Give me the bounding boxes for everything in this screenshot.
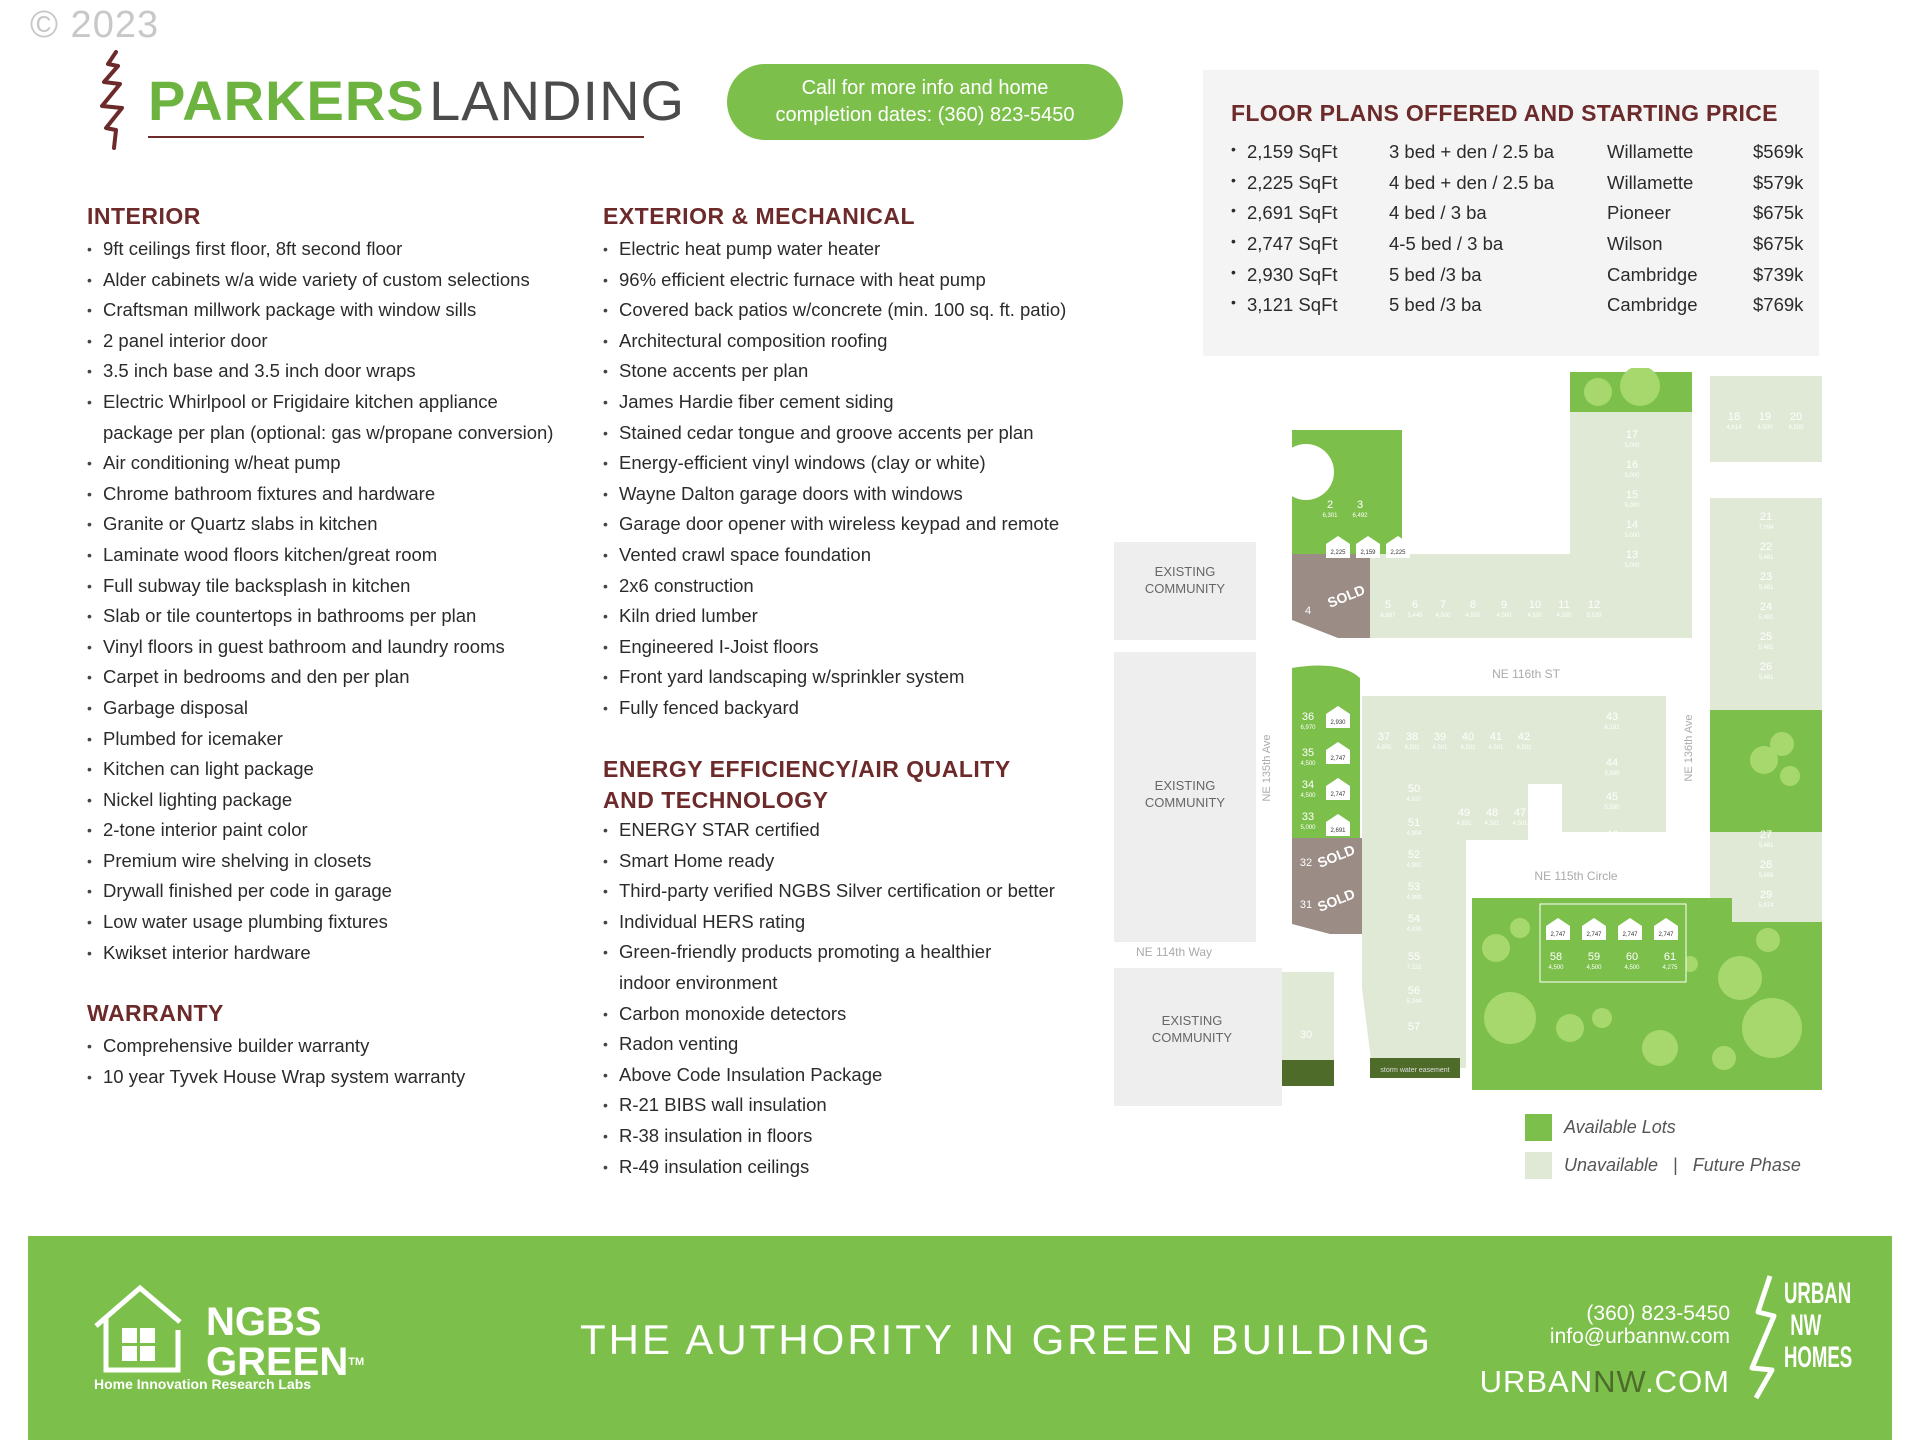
legend-available-label: Available Lots [1564,1117,1676,1137]
lot-size: 4,501 [1404,745,1420,751]
legend-separator: | [1673,1155,1678,1175]
house-tag-sqft: 2,225 [1330,550,1346,556]
lot-number: 48 [1485,807,1499,819]
floor-plan-beds: 4 bed + den / 2.5 ba [1389,171,1555,193]
interior-item: • Plumbed for icemaker [87,724,553,755]
lot-number: 58 [1549,951,1563,963]
bullet: • [1231,233,1236,250]
ngbs-tm: TM [348,1356,365,1368]
lot-number: 8 [1469,599,1477,611]
lots-47-51-block [1362,784,1528,840]
lot-size: 4,500 [1757,425,1773,431]
lot-number: 10 [1528,599,1542,611]
exterior-item: • James Hardie fiber cement siding [603,387,1066,418]
lot-size: 5,974 [1758,903,1774,909]
urban-bolt-icon [1748,1272,1784,1402]
lot-number: 25 [1759,631,1773,643]
footer-contact [1278,1302,1730,1348]
floor-plan-price: $579k [1753,171,1804,193]
exterior-item: • Engineered I-Joist floors [603,632,1066,663]
ngbs-green-text: GREEN [206,1340,349,1384]
lot-number: 22 [1759,541,1773,553]
lot-size: 4,500 [1548,965,1564,971]
interior-item: • Granite or Quartz slabs in kitchen [87,509,553,540]
street-ne-136th: NE 136th Ave [1683,714,1695,782]
lot-size: 4,500 [1465,613,1481,619]
energy-heading-line-1: ENERGY EFFICIENCY/AIR QUALITY [603,756,1011,782]
lot-number: 57 [1407,1021,1421,1033]
lot-number: 53 [1407,881,1421,893]
exterior-item: • Fully fenced backyard [603,693,1066,724]
lot-size: 4,500 [1624,965,1640,971]
floor-plan-price: $569k [1753,141,1804,163]
exterior-item: • Wayne Dalton garage doors with windows [603,479,1066,510]
lot-number: 42 [1517,731,1531,743]
floor-plan-plan: Cambridge [1607,294,1698,316]
house-tag-sqft: 2,159 [1360,550,1376,556]
interior-item: • Carpet in bedrooms and den per plan [87,662,553,693]
bullet: • [1231,263,1236,280]
lot-number: 50 [1407,783,1421,795]
interior-item: • Alder cabinets w/a wide variety of custom selections [87,265,553,296]
lots-5-12-block [1370,554,1692,638]
lot-number: 18 [1727,411,1741,423]
energy-heading [603,754,1011,816]
house-tag-sqft: 2,747 [1586,932,1602,938]
lot-number: 21 [1759,511,1773,523]
exterior-item: • Stained cedar tongue and groove accents per plan [603,418,1066,449]
lot-size: 4,721 [1604,843,1620,849]
lot-number: 26 [1759,661,1773,673]
energy-item: • Smart Home ready [603,846,1055,877]
lot-size: 4,500 [1586,965,1602,971]
energy-item: • R-38 insulation in floors [603,1121,1055,1152]
interior-item: • 3.5 inch base and 3.5 inch door wraps [87,356,553,387]
lot-number: 44 [1605,757,1619,769]
interior-item: • Kwikset interior hardware [87,938,553,969]
floor-plan-price: $739k [1753,263,1804,285]
lot-size: 6,182 [1604,725,1620,731]
street-ne-135th: NE 135th Ave [1261,734,1273,802]
legend-unavailable-row [1564,1155,1801,1176]
exterior-item: • 96% efficient electric furnace with heat pump [603,265,1066,296]
floor-plan-plan: Wilson [1607,233,1663,255]
lot-number: 60 [1625,951,1639,963]
lot-size: 4,839 [1406,927,1422,933]
interior-item: • Electric Whirlpool or Frigidaire kitchen appliance [87,387,553,418]
interior-item: • Garbage disposal [87,693,553,724]
lot-number: 40 [1461,731,1475,743]
interior-item: • 2 panel interior door [87,326,553,357]
existing-label-3b: COMMUNITY [1151,1030,1233,1045]
lot-number: 14 [1625,519,1639,531]
warranty-heading: WARRANTY [87,1000,224,1026]
logo-underline [148,136,644,138]
lot-number: 38 [1405,731,1419,743]
lot-number: 29 [1759,889,1773,901]
floor-plan-beds: 4-5 bed / 3 ba [1389,233,1504,255]
energy-item: • Green-friendly products promoting a healthier [603,937,1055,968]
lot-number: 7 [1439,599,1447,611]
footer-web-post: .COM [1645,1364,1730,1399]
tree-icon [94,50,134,150]
existing-label-1b: COMMUNITY [1144,581,1226,596]
existing-label-2a: EXISTING [1154,778,1216,793]
bullet: • [1231,294,1236,311]
cul-de-sac [1278,444,1334,500]
energy-item: • R-21 BIBS wall insulation [603,1090,1055,1121]
lot-number: 3 [1356,499,1364,511]
lot-size: 5,590 [1604,771,1620,777]
lot-size: 6,970 [1300,725,1316,731]
floor-plans-heading: FLOOR PLANS OFFERED AND STARTING PRICE [1231,100,1778,126]
floor-plan-beds: 3 bed + den / 2.5 ba [1389,141,1555,163]
footer-phone[interactable]: (360) 823-5450 [1586,1302,1730,1325]
exterior-item: • Vented crawl space foundation [603,540,1066,571]
lot-number: 11 [1558,599,1570,611]
interior-item: • Craftsman millwork package with window sills [87,295,553,326]
house-tag-sqft: 2,747 [1330,792,1346,798]
lot-number: 28 [1759,859,1773,871]
lot-number: 23 [1759,571,1773,583]
lot-number: 17 [1625,429,1639,441]
floor-plan-beds: 4 bed / 3 ba [1389,202,1487,224]
lot-size: 5,000 [1624,563,1640,569]
floor-plan-sqft: 3,121 SqFt [1247,294,1338,316]
exterior-item: • Architectural composition roofing [603,326,1066,357]
bullet: • [1231,202,1236,219]
interior-item: • Chrome bathroom fixtures and hardware [87,479,553,510]
lot-size: 5,000 [1624,503,1640,509]
lot-size: 4,904 [1406,831,1422,837]
lot-number: 34 [1301,779,1315,791]
floor-plan-row [1231,290,1813,321]
lot-size: 5,244 [1406,999,1422,1005]
urban-logo-word-2: NW [1790,1309,1822,1342]
lot-size: 4,837 [1406,797,1422,803]
energy-item: • R-49 insulation ceilings [603,1152,1055,1183]
exterior-heading: EXTERIOR & MECHANICAL [603,203,916,229]
street-ne-116th: NE 116th ST [1492,667,1560,681]
lot-number: 46 [1605,829,1619,841]
house-tag-sqft: 2,747 [1330,756,1346,762]
lot-size: 4,999 [1406,895,1422,901]
lot-size: 5,539 [1586,613,1602,619]
interior-item: • Low water usage plumbing fixtures [87,907,553,938]
floor-plan-sqft: 2,225 SqFt [1247,171,1338,193]
footer-tagline: THE AUTHORITY IN GREEN BUILDING [580,1316,1433,1363]
legend-future-label: Future Phase [1692,1155,1801,1175]
floor-plan-row [1231,198,1813,229]
lot-number: 13 [1625,549,1639,561]
energy-item: • Third-party verified NGBS Silver certification or better [603,876,1055,907]
lot-size: 5,440 [1407,613,1423,619]
lot-size: 4,500 [1496,613,1512,619]
copyright-notice: © 2023 [30,4,160,46]
energy-heading-line-2: AND TECHNOLOGY [603,787,829,813]
floor-plan-beds: 5 bed /3 ba [1389,294,1482,316]
callout-line-1: Call for more info and home [801,77,1049,99]
interior-item: • 9ft ceilings first floor, 8ft second floor [87,234,553,265]
lot-number: 9 [1500,599,1508,611]
footer-email[interactable]: info@urbannw.com [1549,1325,1730,1348]
lot-number: 4 [1304,605,1312,617]
lot-size: 6,492 [1352,513,1368,519]
lot-size: 4,200 [1556,613,1572,619]
lot-number: 54 [1407,913,1421,925]
lot-size: 4,500 [1300,761,1316,767]
lot-number: 12 [1587,599,1601,611]
lot-number: 31 [1299,899,1313,911]
exterior-item: • Garage door opener with wireless keypad and remote [603,509,1066,540]
interior-list [87,234,553,968]
ngbs-word-1: NGBS [206,1300,322,1344]
contact-callout [727,64,1123,140]
floor-plan-sqft: 2,691 SqFt [1247,202,1338,224]
interior-item: • 2-tone interior paint color [87,815,553,846]
warranty-item: • 10 year Tyvek House Wrap system warranty [87,1062,465,1093]
sold-label-lot-32: SOLD [1315,841,1358,871]
interior-item: • Nickel lighting package [87,785,553,816]
lot-30-easement [1282,1060,1334,1086]
floor-plan-plan: Willamette [1607,171,1694,193]
lot-number: 56 [1407,985,1421,997]
floor-plan-sqft: 2,930 SqFt [1247,263,1338,285]
lot-size: 5,481 [1758,555,1774,561]
lot-size: 4,501 [1512,821,1528,827]
footer-band [28,1236,1892,1440]
lot-number: 45 [1605,791,1619,803]
interior-item: • Air conditioning w/heat pump [87,448,553,479]
lot-number: 24 [1759,601,1773,613]
lot-size: 5,000 [1624,533,1640,539]
floor-plan-row [1231,137,1813,168]
house-tag-sqft: 2,747 [1658,932,1674,938]
lot-number: 1 [1272,517,1280,529]
interior-item: • Laminate wood floors kitchen/great room [87,540,553,571]
existing-label-2b: COMMUNITY [1144,795,1226,810]
warranty-item: • Comprehensive builder warranty [87,1031,465,1062]
interior-item: • Drywall finished per code in garage [87,876,553,907]
lot-size: 5,000 [1624,443,1640,449]
lot-number: 59 [1587,951,1601,963]
parkers-landing-logo [94,50,686,148]
lot-size: 4,805 [1376,745,1392,751]
callout-line-2: completion dates: (360) 823-5450 [775,104,1075,126]
energy-item: indoor environment [619,971,778,993]
lot-size: 4,501 [1460,745,1476,751]
lot-size: 4,500 [1527,613,1543,619]
lot-size: 5,000 [1624,473,1640,479]
interior-item: • Premium wire shelving in closets [87,846,553,877]
lot-size: 7,222 [1406,965,1422,971]
sold-label-lot-4: SOLD [1325,581,1368,611]
lot-number: 55 [1407,951,1421,963]
lot-number: 35 [1301,747,1315,759]
exterior-item: • Front yard landscaping w/sprinkler system [603,662,1066,693]
house-tag-sqft: 2,691 [1330,828,1346,834]
energy-item: • Carbon monoxide detectors [603,999,1055,1030]
storm-water-label: storm water easement [1380,1067,1450,1074]
lot-size: 4,275 [1662,965,1678,971]
energy-item: • Above Code Insulation Package [603,1060,1055,1091]
lot-size: 7,094 [1758,525,1774,531]
floor-plan-plan: Willamette [1607,141,1694,163]
lot-size: 4,614 [1726,425,1742,431]
floor-plan-row [1231,259,1813,290]
interior-item: • Slab or tile countertops in bathrooms per plan [87,601,553,632]
lot-size: 5,481 [1758,585,1774,591]
lot-size: 5,656 [1758,873,1774,879]
house-tag-sqft: 2,747 [1550,932,1566,938]
urban-logo-word-1: URBAN [1784,1277,1852,1310]
floor-plan-plan: Cambridge [1607,263,1698,285]
lot-number: 19 [1758,411,1772,423]
ngbs-labs: Home Innovation Research Labs [94,1376,312,1392]
interior-heading: INTERIOR [87,203,201,229]
lot-number: 30 [1299,1029,1313,1041]
lot-size: 5,481 [1758,615,1774,621]
legend-unavailable-swatch [1525,1152,1552,1179]
floor-plan-row [1231,168,1813,199]
urban-nw-homes-logo [1748,1272,1868,1402]
lot-number: 49 [1457,807,1471,819]
bullet: • [1231,171,1236,188]
lot-size: 4,982 [1406,863,1422,869]
lot-size: 4,501 [1432,745,1448,751]
lot-number: 5 [1384,599,1392,611]
lot-size: 4,501 [1484,821,1500,827]
exterior-item: • Electric heat pump water heater [603,234,1066,265]
floor-plan-price: $675k [1753,233,1804,255]
exterior-item: • Energy-efficient vinyl windows (clay or white) [603,448,1066,479]
lot-size: 5,481 [1758,675,1774,681]
lot-number: 20 [1789,411,1803,423]
ngbs-house-icon [92,1284,192,1374]
lot-size: 4,501 [1488,745,1504,751]
street-ne-115th: NE 115th Circle [1534,869,1618,883]
footer-web-mid: NW [1593,1364,1646,1399]
lot-number: 37 [1377,731,1391,743]
lot-number: 16 [1625,459,1639,471]
existing-label-3a: EXISTING [1161,1013,1223,1028]
lot-size: 5,590 [1604,805,1620,811]
lot-number: 51 [1407,817,1421,829]
lot-size: 4,831 [1456,821,1472,827]
footer-web-pre: URBAN [1479,1364,1594,1399]
lot-size: 4,500 [1788,425,1804,431]
lot-number: 6 [1411,599,1419,611]
interior-item: package per plan (optional: gas w/propane conversion) [103,421,554,443]
energy-item: • Radon venting [603,1029,1055,1060]
lot-number: 33 [1301,811,1315,823]
exterior-list [603,234,1066,724]
interior-item: • Full subway tile backsplash in kitchen [87,571,553,602]
legend-unavailable-label: Unavailable [1564,1155,1659,1175]
exterior-item: • Kiln dried lumber [603,601,1066,632]
house-tag-sqft: 2,747 [1622,932,1638,938]
floor-plan-price: $769k [1753,294,1804,316]
floor-plan-plan: Pioneer [1607,202,1671,224]
lot-number: 15 [1625,489,1639,501]
interior-item: • Kitchen can light package [87,754,553,785]
warranty-list [87,1031,465,1092]
energy-list [603,815,1055,1182]
lot-number: 27 [1759,829,1773,841]
urban-logo-word-3: HOMES [1784,1341,1853,1374]
energy-item: • ENERGY STAR certified [603,815,1055,846]
floor-plan-sqft: 2,747 SqFt [1247,233,1338,255]
lot-number: 41 [1489,731,1503,743]
bullet: • [1231,141,1236,158]
floor-plan-row [1231,229,1813,260]
lot-number: 36 [1301,711,1315,723]
floor-plan-sqft: 2,159 SqFt [1247,141,1338,163]
lot-number: 47 [1513,807,1527,819]
lot-size: 5,000 [1300,825,1316,831]
lot-number: 2 [1326,499,1334,511]
lot-number: 52 [1407,849,1421,861]
lot-number: 32 [1299,857,1313,869]
lot-size: 4,500 [1435,613,1451,619]
lot-number: 39 [1433,731,1447,743]
urban-logo-words [1784,1277,1853,1374]
lot-size: 5,481 [1758,645,1774,651]
site-map [1100,368,1830,1120]
exterior-item: • 2x6 construction [603,571,1066,602]
existing-label-1a: EXISTING [1154,564,1216,579]
lot-number: 61 [1663,951,1677,963]
interior-item: • Vinyl floors in guest bathroom and laundry rooms [87,632,553,663]
lot-size: 6,887 [1380,613,1396,619]
logo-word-parkers: PARKERS [148,69,425,132]
exterior-item: • Stone accents per plan [603,356,1066,387]
legend-available-swatch [1525,1114,1552,1141]
lot-size: 4,500 [1300,793,1316,799]
lot-size: 5,481 [1758,843,1774,849]
lot-size: 6,301 [1322,513,1338,519]
floor-plan-price: $675k [1753,202,1804,224]
street-ne-114th: NE 114th Way [1135,945,1213,959]
floor-plan-beds: 5 bed /3 ba [1389,263,1482,285]
exterior-item: • Covered back patios w/concrete (min. 100 sq. ft. patio) [603,295,1066,326]
house-tag-sqft: 2,930 [1330,720,1346,726]
lot-number: 43 [1605,711,1619,723]
logo-word-landing: LANDING [429,69,686,132]
ngbs-wordmark [206,1302,364,1382]
floor-plans-table [1231,137,1813,321]
sold-label-lot-31: SOLD [1315,885,1358,915]
footer-website[interactable] [1278,1364,1730,1400]
energy-item: • Individual HERS rating [603,907,1055,938]
house-tag-sqft: 2,225 [1390,550,1406,556]
lot-size: 4,501 [1516,745,1532,751]
